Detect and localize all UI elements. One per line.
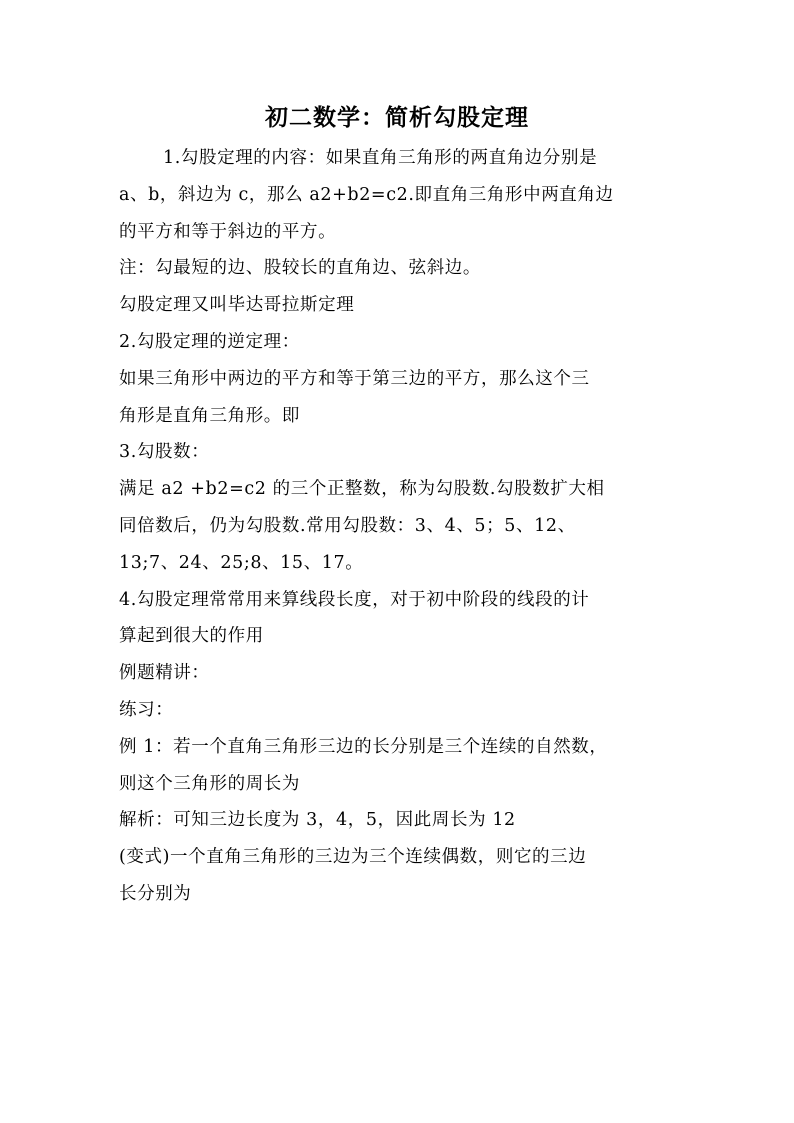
document-body (119, 140, 679, 913)
paragraph-line: 解析：可知三边长度为 3，4，5，因此周长为 12 (119, 810, 516, 831)
paragraph-line: 3.勾股数： (119, 442, 210, 463)
paragraph-line: 满足 a2 +b2=c2 的三个正整数，称为勾股数.勾股数扩大相 (119, 479, 605, 500)
paragraph-line: 1.勾股定理的内容：如果直角三角形的两直角边分别是 (163, 148, 598, 168)
paragraph-line: 13;7、24、25;8、15、17。 (119, 552, 364, 573)
paragraph-line: a、b，斜边为 c，那么 a2+b2=c2.即直角三角形中两直角边 (119, 184, 614, 205)
paragraph-line: 则这个三角形的周长为 (119, 773, 300, 794)
paragraph-line: 注：勾最短的边、股较长的直角边、弦斜边。 (119, 258, 481, 279)
paragraph-line: 长分别为 (119, 883, 192, 904)
paragraph-line: 如果三角形中两边的平方和等于第三边的平方，那么这个三 (119, 368, 590, 389)
paragraph-line: 的平方和等于斜边的平方。 (119, 221, 337, 242)
paragraph-line: 练习： (119, 699, 174, 720)
paragraph-line: 例题精讲： (119, 663, 210, 684)
paragraph-line: 例 1：若一个直角三角形三边的长分别是三个连续的自然数， (119, 736, 608, 757)
document-title: 初二数学：简析勾股定理 (265, 105, 529, 131)
paragraph-line: (变式)一个直角三角形的三边为三个连续偶数，则它的三边 (119, 847, 587, 868)
paragraph-line: 角形是直角三角形。即 (119, 405, 300, 426)
paragraph-line: 同倍数后，仍为勾股数.常用勾股数：3、4、5；5、12、 (119, 515, 576, 536)
paragraph-line: 勾股定理又叫毕达哥拉斯定理 (119, 295, 355, 316)
paragraph-line: 4.勾股定理常常用来算线段长度，对于初中阶段的线段的计 (119, 589, 590, 610)
paragraph-line: 算起到很大的作用 (119, 626, 264, 647)
paragraph-line: 2.勾股定理的逆定理： (119, 331, 300, 352)
